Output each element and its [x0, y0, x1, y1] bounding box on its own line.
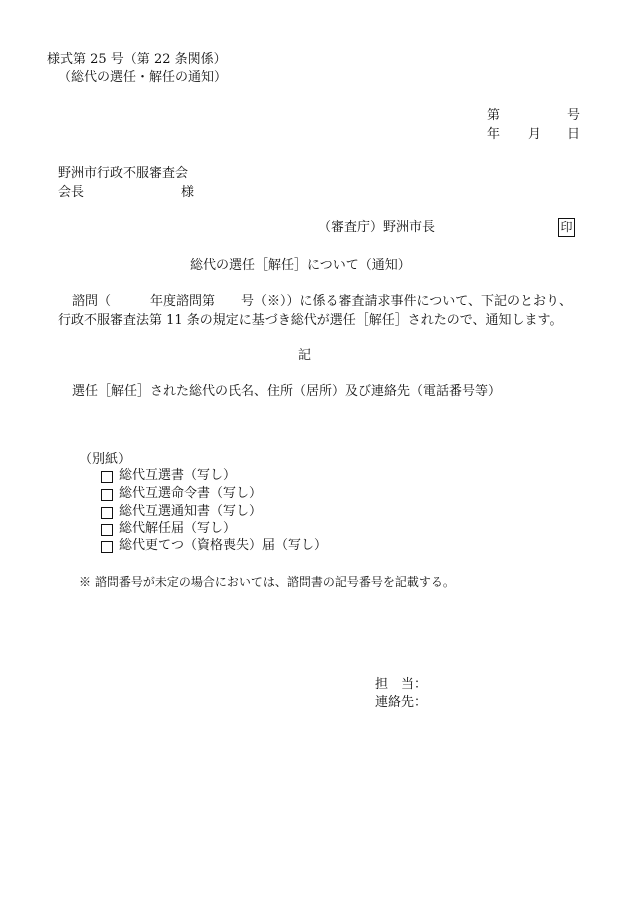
attachment-item: 総代更てつ（資格喪失）届（写し） — [119, 538, 328, 553]
date-day: 日 — [567, 127, 581, 142]
contact-person-label: 担 当： — [375, 677, 428, 692]
checkbox-icon — [101, 524, 113, 536]
contact-info-label: 連絡先： — [375, 695, 428, 710]
doc-number-suffix: 号 — [567, 108, 581, 123]
checkbox-icon — [101, 489, 113, 501]
sender-name: （審査庁）野洲市長 — [318, 220, 436, 235]
footnote: ※ 諮問番号が未定の場合においては、諮問書の記号番号を記載する。 — [79, 575, 455, 589]
date-month: 月 — [528, 127, 542, 142]
seal-mark: 印 — [558, 218, 575, 237]
attachment-item: 総代互選書（写し） — [119, 468, 237, 483]
item-description: 選任［解任］された総代の氏名、住所（居所）及び連絡先（電話番号等） — [72, 384, 502, 399]
addressee-org: 野洲市行政不服審査会 — [58, 166, 189, 181]
form-title: （総代の選任・解任の通知） — [58, 70, 228, 85]
checkbox-icon — [101, 471, 113, 483]
addressee-honorific: 様 — [181, 185, 195, 200]
notice-title: 総代の選任［解任］について（通知） — [190, 258, 411, 273]
attachment-item: 総代互選通知書（写し） — [119, 504, 263, 519]
checkbox-icon — [101, 507, 113, 519]
body-line-2: 行政不服審査法第 11 条の規定に基づき総代が選任［解任］されたので、通知します。 — [58, 313, 563, 328]
addressee-position: 会長 — [58, 185, 85, 200]
ki-heading: 記 — [298, 348, 312, 363]
attachment-label: （別紙） — [79, 452, 132, 467]
doc-number-prefix: 第 — [487, 108, 501, 123]
date-year: 年 — [487, 127, 501, 142]
checkbox-icon — [101, 541, 113, 553]
form-number: 様式第 25 号（第 22 条関係） — [47, 52, 227, 67]
body-line-1: 諮問（ 年度諮問第 号（※））に係る審査請求事件について、下記のとおり、 — [72, 294, 572, 309]
attachment-item: 総代互選命令書（写し） — [119, 486, 263, 501]
attachment-item: 総代解任届（写し） — [119, 521, 237, 536]
